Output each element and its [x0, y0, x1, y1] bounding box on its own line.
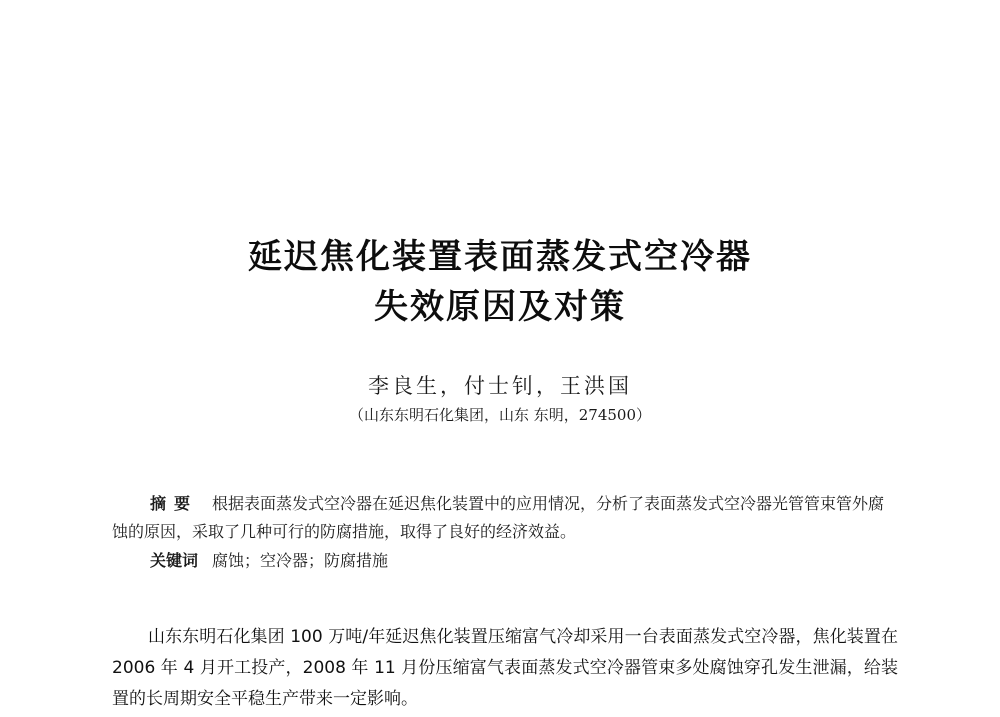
abstract-label: 摘要 [150, 494, 199, 513]
paper-title [0, 232, 1000, 332]
author-affiliation: （山东东明石化集团，山东 东明，274500） [348, 406, 652, 424]
body-paragraph: 山东东明石化集团 100 万吨/年延迟焦化装置压缩富气冷却采用一台表面蒸发式空冷器，焦化装置在 2006 年 4 月开工投产，2008 年 11 月份压缩富气表面蒸发式空冷器管束多处腐蚀穿孔发生泄漏，给装置的长周期安全平稳生产带来一定影响。 [112, 627, 898, 709]
keywords-text: 腐蚀；空冷器；防腐措施 [212, 551, 389, 570]
title-line-2: 失效原因及对策 [374, 287, 626, 327]
keywords-section [150, 547, 890, 575]
keywords-label: 关键词 [150, 551, 199, 570]
author-list: 李良生，付士钊，王洪国 [368, 374, 632, 398]
abstract-section [112, 490, 894, 546]
abstract-text: 根据表面蒸发式空冷器在延迟焦化装置中的应用情况，分析了表面蒸发式空冷器光管管束管外腐蚀的原因，采取了几种可行的防腐措施，取得了良好的经济效益。 [112, 494, 885, 541]
title-line-1: 延迟焦化装置表面蒸发式空冷器 [248, 237, 752, 277]
